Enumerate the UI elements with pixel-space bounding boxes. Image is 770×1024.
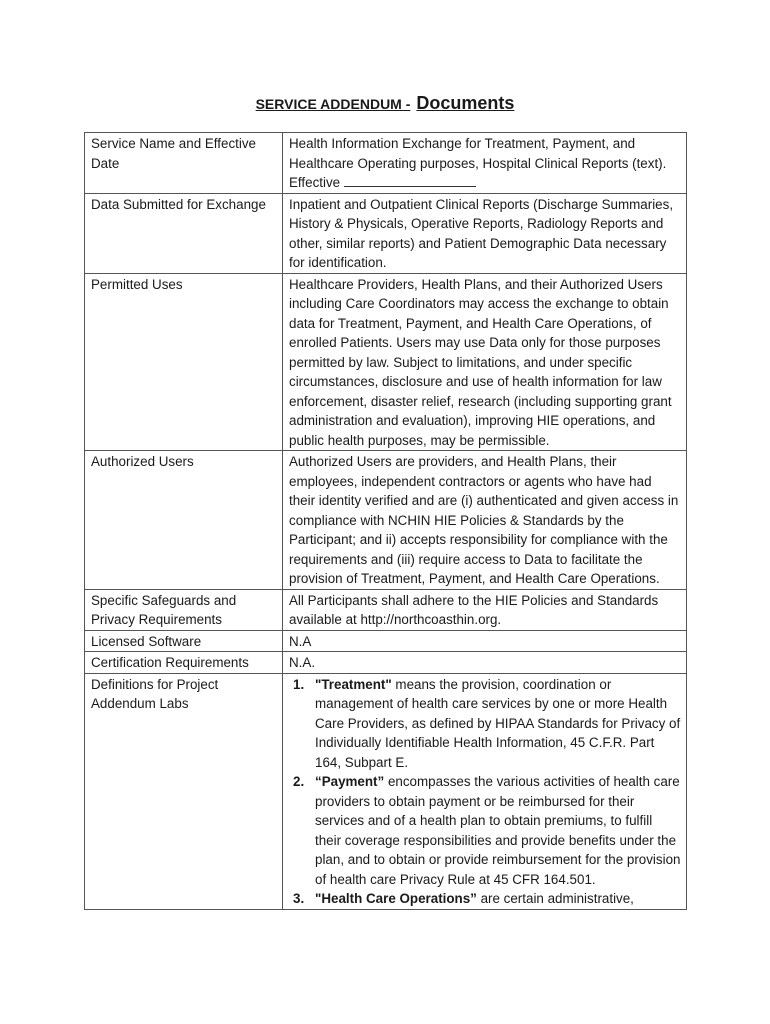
item-number: 2. [293, 774, 305, 789]
item-text: encompasses the various activities of health care providers to obtain payment or be reimbursed for their services and of a health plan to obtain premiums, to fulfill their coverage responsibilities and provide benefits under the plan, and to obtain or provide reimbursement for the provision of health care Privacy Rule at 45 CFR 164.501. [315, 774, 681, 887]
row-label: Authorized Users [85, 451, 283, 590]
table-row [85, 193, 687, 273]
item-term: "Health Care Operations” [315, 891, 477, 906]
title-main: Documents [416, 93, 515, 113]
row-label: Data Submitted for Exchange [85, 193, 283, 273]
list-item [293, 889, 681, 909]
addendum-table [84, 132, 687, 910]
row-label: Certification Requirements [85, 652, 283, 674]
definitions-list [289, 675, 681, 909]
table-row [85, 273, 687, 451]
item-text: means the provision, coordination or management of health care services by one or more Health Care Providers, as defined by HIPAA Standards for Privacy of Individually Identifiable Health Information, 45 C.F.R. Part 164, Subpart E. [315, 676, 681, 770]
row-value: Authorized Users are providers, and Health Plans, their employees, independent contractors or agents who have had their identity verified and are (i) authenticated and given access in compliance with NCHIN HIE Policies & Standards by the Participant; and ii) accepts responsibility for compliance with the requirements and (iii) require access to Data to facilitate the provision of Treatment, Payment, and Health Care Operations. [283, 451, 687, 590]
item-term: "Treatment" [315, 676, 392, 692]
item-number: 3. [293, 891, 305, 906]
row-value: N.A [283, 630, 687, 652]
row-value: N.A. [283, 652, 687, 674]
list-item [293, 772, 681, 889]
row-label: Service Name and Effective Date [85, 133, 283, 194]
table-row [85, 630, 687, 652]
row-label: Permitted Uses [85, 273, 283, 451]
table-row [85, 673, 687, 909]
definitions-list-cell [283, 673, 687, 909]
row-value: Healthcare Providers, Health Plans, and their Authorized Users including Care Coordinators may access the exchange to obtain data for Treatment, Payment, and Health Care Operations, of enrolled Patients. Users may use Data only for those purposes permitted by law. Subject to limitations, and under specific circumstances, disclosure and use of health information for law enforcement, disaster relief, research (including supporting grant administration and evaluation), improving HIE operations, and public health purposes, may be permissible. [283, 273, 687, 451]
row-label: Definitions for Project Addendum Labs [85, 673, 283, 909]
title-prefix: SERVICE ADDENDUM - [255, 96, 411, 112]
table-row [85, 451, 687, 590]
list-item [293, 675, 681, 773]
table-row [85, 133, 687, 194]
document-title [0, 93, 770, 114]
row-label: Specific Safeguards and Privacy Requirements [85, 589, 283, 630]
table-row [85, 589, 687, 630]
row-value: All Participants shall adhere to the HIE Policies and Standards available at http://northcoasthin.org. [283, 589, 687, 630]
item-text: are certain administrative, [476, 891, 634, 906]
table-row [85, 652, 687, 674]
row-label: Licensed Software [85, 630, 283, 652]
item-number: 1. [293, 676, 305, 692]
item-term: “Payment” [315, 774, 385, 789]
service-name-value: Health Information Exchange for Treatment, Payment, and Healthcare Operating purposes, Hospital Clinical Reports (text). Effective [289, 136, 667, 190]
row-value [283, 133, 687, 194]
effective-date-blank[interactable] [344, 174, 476, 187]
row-value: Inpatient and Outpatient Clinical Reports (Discharge Summaries, History & Physicals, Operative Reports, Radiology Reports and other, similar reports) and Patient Demographic Data necessary for identification. [283, 193, 687, 273]
